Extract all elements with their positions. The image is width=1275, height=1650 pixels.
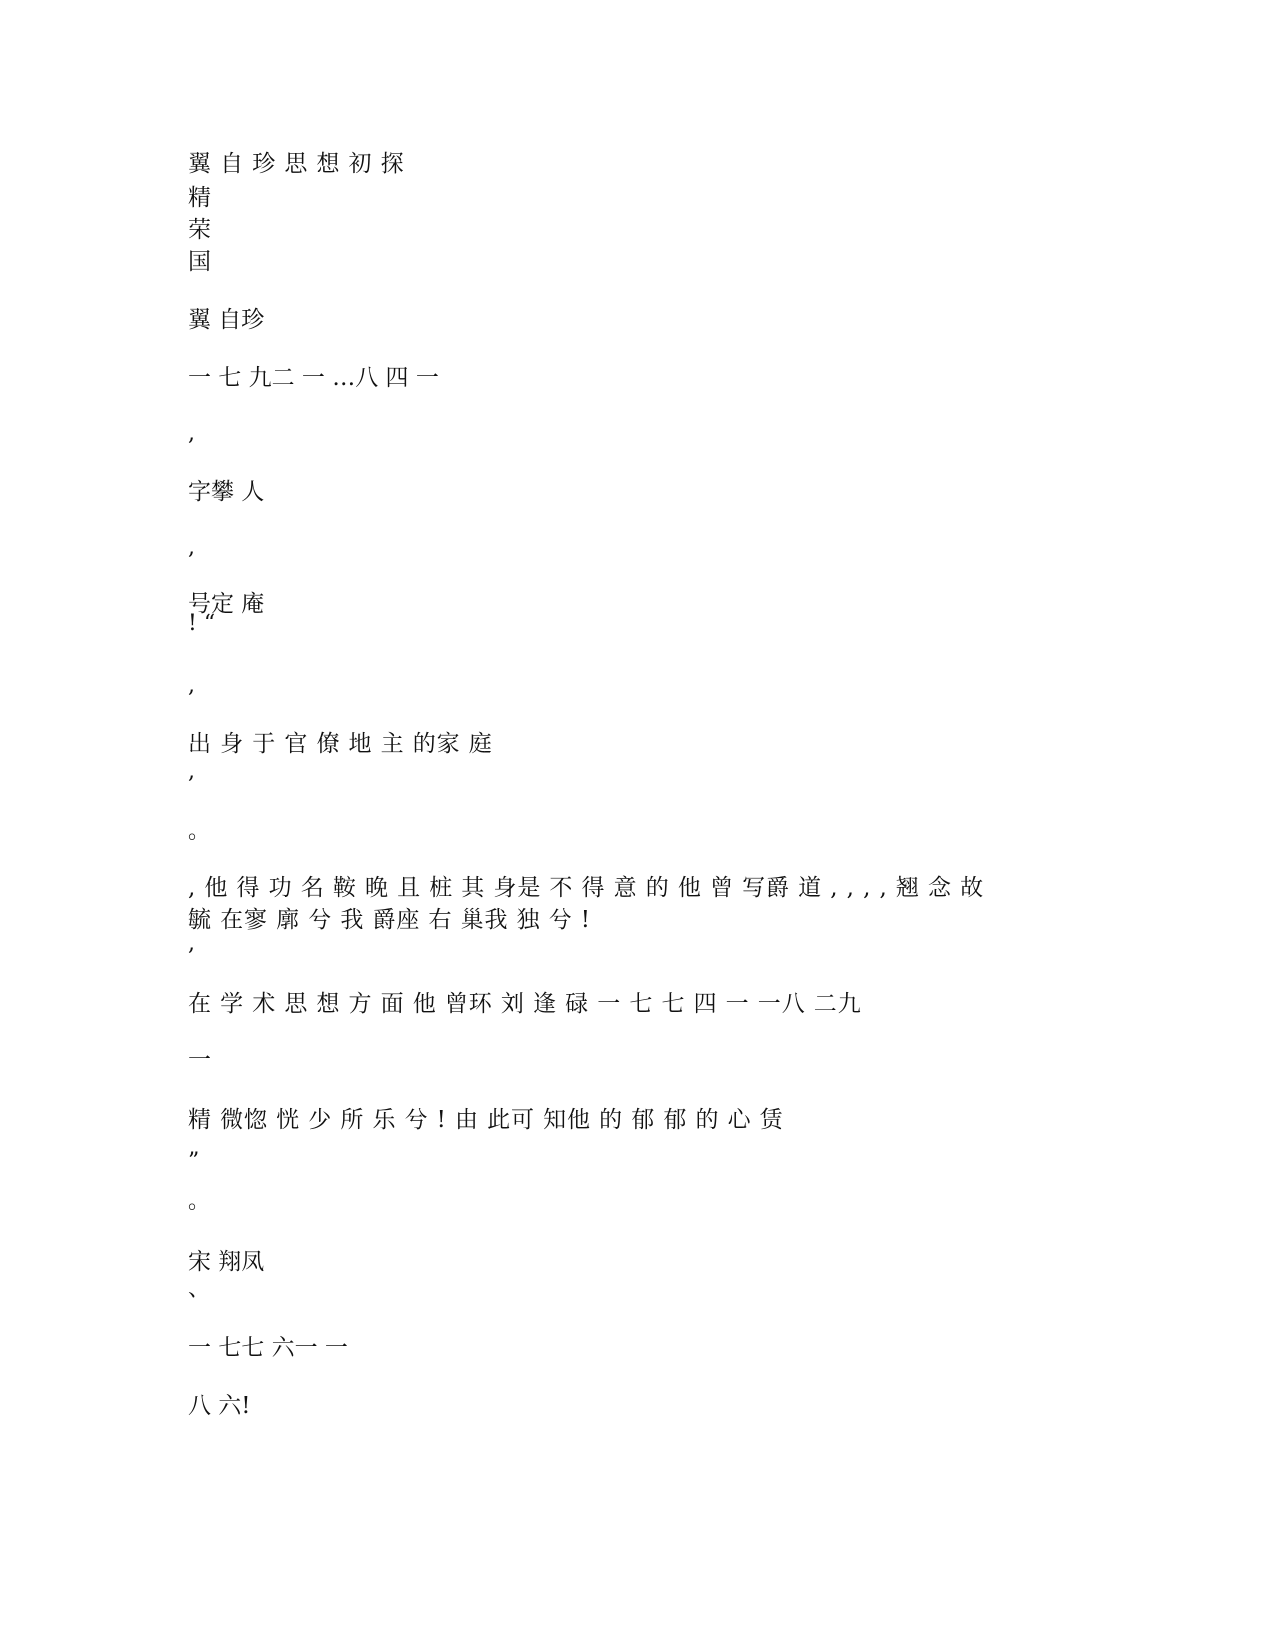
text-line-poem: 精 微惚 恍 少 所 乐 兮 ! 由 此可 知他 的 郁 郁 的 心 赁 [188,1107,784,1133]
text-line-paragraph-1: , 他 得 功 名 鞍 晚 且 桩 其 身是 不 得 意 的 他 曾 写爵 道 , , , , 翘 念 故 [188,875,985,901]
punctuation-line: 。 [188,819,211,844]
punctuation-line: , [188,421,195,446]
author-char-2: 荣 [188,217,211,243]
author-char-1: 精 [188,185,211,211]
author-char-3: 国 [188,249,211,275]
text-line-pen-name: 号定 庵 [188,591,265,617]
text-line-family: 出 身 于 官 僚 地 主 的家 庭 [188,731,493,757]
punctuation-line: ! “ [188,611,216,636]
text-line-person: 宋 翔凤 [188,1249,265,1275]
text-line-years: 一 七 九二 一 …八 四 一 [188,365,439,391]
text-line-courtesy-name: 字攀 人 [188,479,265,505]
text-line-dash: 一 [188,1047,211,1073]
punctuation-line: , [188,535,195,560]
text-line-name: 翼 自珍 [188,307,265,333]
punctuation-line: 、 [188,1277,211,1302]
text-line-scholarship: 在 学 术 思 想 方 面 他 曾环 刘 逢 碌 一 七 七 四 一 一八 二九 [188,991,862,1017]
text-line-paragraph-2: 毓 在寥 廓 兮 我 爵座 右 巢我 独 兮 ! [188,907,591,933]
punctuation-line: , [188,673,195,698]
punctuation-line: , [188,931,195,956]
document-title: 翼 自 珍 思 想 初 探 [188,151,405,177]
text-line-years-3: 八 六! [188,1393,251,1419]
punctuation-line: 。 [188,1189,211,1214]
punctuation-line: ” [188,1149,200,1174]
punctuation-line: , [188,759,195,784]
text-line-years-2: 一 七七 六一 一 [188,1335,348,1361]
